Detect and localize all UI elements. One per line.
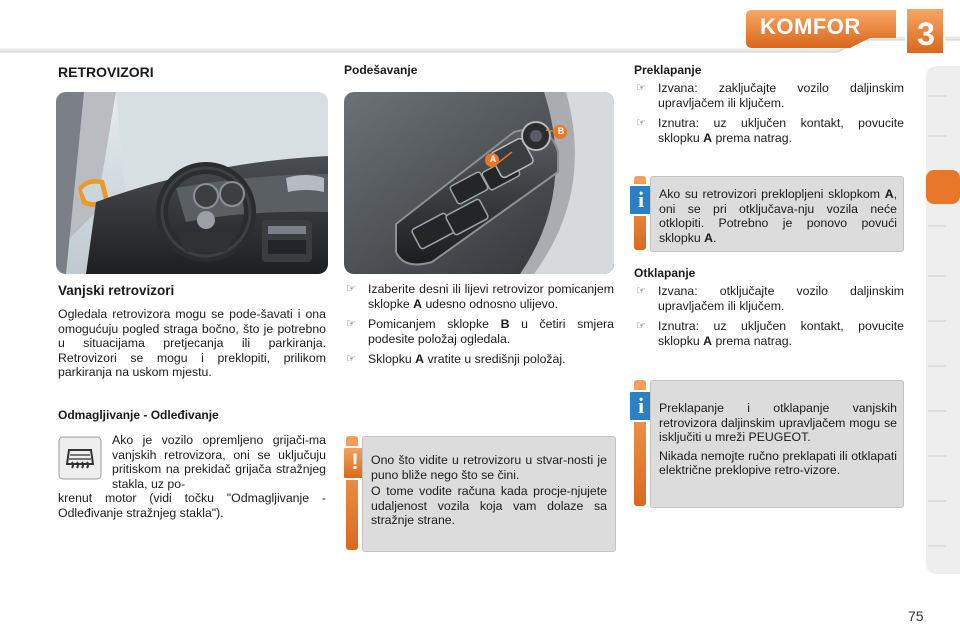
chapter-title: KOMFOR xyxy=(760,14,861,39)
warning-text-1: Ono što vidite u retrovizoru u stvar-nosti je puno bliže nego što se čini. xyxy=(371,453,607,482)
adjustment-title: Podešavanje xyxy=(344,63,418,77)
pointing-hand-icon: ☞ xyxy=(636,285,646,297)
info-note-1-text: Ako su retrovizori preklopljeni sklopkom A, oni se pri otključava-nju vozila neće otklopiti. Potrebno je ponovo povući sklopku A. xyxy=(659,187,898,245)
mirror-interior-photo xyxy=(56,92,328,274)
fold-outside: ☞ Izvana: zaključajte vozilo daljinskim upravljačem ili ključem. xyxy=(636,81,904,110)
rear-defrost-icon xyxy=(58,436,102,480)
mirror-control-switch-photo xyxy=(344,92,614,274)
info-icon: i xyxy=(628,390,654,422)
warning-note xyxy=(362,436,616,552)
info-note-2-text-2: Nikada nemojte ručno preklapati ili otklapati električne preklopive retro-vizore. xyxy=(659,448,897,478)
info-note-1 xyxy=(650,176,904,252)
pointing-hand-icon: ☞ xyxy=(346,353,356,366)
pointing-hand-icon: ☞ xyxy=(636,82,646,94)
section-title: RETROVIZORI xyxy=(58,64,154,80)
pointing-hand-icon: ☞ xyxy=(346,318,356,331)
callout-label-a: A xyxy=(489,154,497,164)
folding-title: Preklapanje xyxy=(634,63,702,77)
defog-text: Ako je vozilo opremljeno grijači-ma vanjskih retrovizora, oni se uključuju pritiskom na prekidač grijača stražnjeg stakla, uz po- xyxy=(112,433,326,491)
unfold-inside: ☞ Iznutra: uz uključen kontakt, povucite sklopku A prema natrag. xyxy=(636,319,904,348)
unfold-outside: ☞ Izvana: otključajte vozilo daljinskim upravljačem ili ključem. xyxy=(636,284,904,313)
pointing-hand-icon: ☞ xyxy=(636,117,646,130)
page-number: 75 xyxy=(908,608,924,624)
warning-icon: ! xyxy=(342,446,368,480)
folding-steps xyxy=(634,81,904,151)
chapter-number: 3 xyxy=(917,16,935,52)
step-adjust-mirror: ☞ Pomicanjem sklopke B u četiri smjera podesite položaj ogledala. xyxy=(346,317,614,346)
warning-text-2: O tome vodite računa kada procje-njujete udaljenost vozila koja vam dolaze sa stražnje strane. xyxy=(371,484,607,528)
callout-label-b: B xyxy=(557,126,565,136)
subsection-title: Vanjski retrovizori xyxy=(58,283,175,298)
pointing-hand-icon: ☞ xyxy=(636,320,646,333)
info-icon: i xyxy=(628,184,654,216)
step-select-mirror: ☞ Izaberite desni ili lijevi retrovizor pomicanjem sklopke A udesno odnosno ulijevo. xyxy=(346,282,614,311)
info-note-2 xyxy=(650,380,904,508)
fold-inside: ☞ Iznutra: uz uključen kontakt, povucite sklopku A prema natrag. xyxy=(636,116,904,145)
unfolding-title: Otklapanje xyxy=(634,266,696,280)
unfolding-steps xyxy=(634,284,904,354)
step-return-switch: ☞ Sklopku A vratite u središnji položaj. xyxy=(346,352,566,367)
chapter-tab-strip xyxy=(926,66,960,574)
pointing-hand-icon: ☞ xyxy=(346,283,356,295)
info-note-2-text-1: Preklapanje i otklapanje vanjskih retrovizora daljinskim upravljačem mogu se isključiti u mreži PEUGEOT. xyxy=(659,401,897,445)
intro-paragraph: Ogledala retrovizora mogu se pode-šavati i ona omogućuju pogled straga bočno, što je potrebno u situacijama pretjecanja ili parkiranja. Retrovizori se mogu i preklopiti, prilikom parkiranja na uskom mjestu. xyxy=(58,307,326,380)
adjustment-steps xyxy=(344,282,614,373)
defog-title: Odmagljivanje - Odleđivanje xyxy=(58,408,219,422)
defog-text-continued: krenut motor (vidi točku "Odmagljivanje - Odleđivanje stražnjeg stakla"). xyxy=(58,491,326,520)
